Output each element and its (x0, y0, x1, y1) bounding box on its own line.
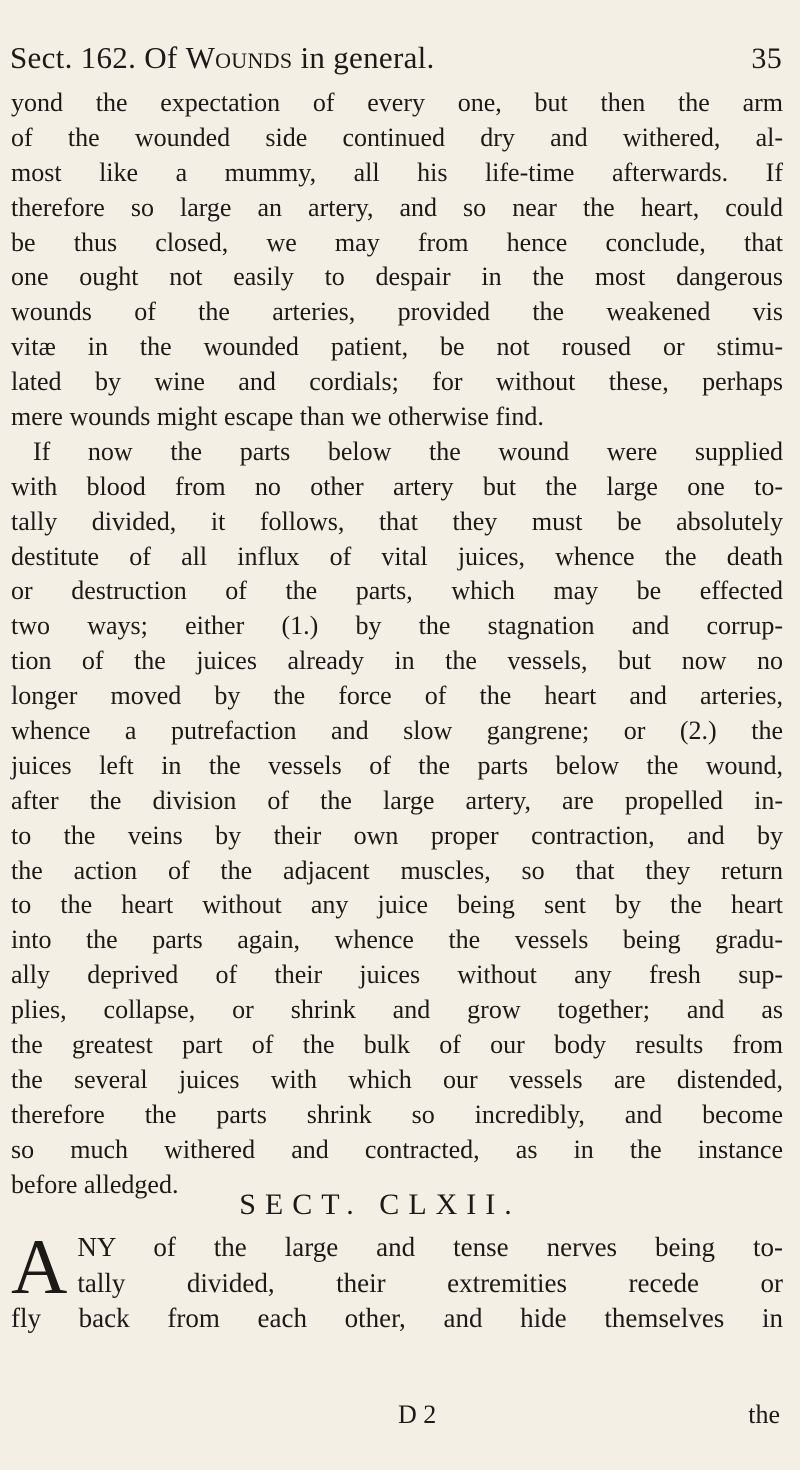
text-line: with blood from no other artery but the large one to- (11, 471, 783, 501)
text-line: the action of the adjacent muscles, so that they return (11, 855, 783, 885)
text-line: into the parts again, whence the vessels being gradu- (11, 925, 783, 955)
text-line: tally divided, it follows, that they must be absolutely (11, 506, 783, 536)
text-line: plies, collapse, or shrink and grow together; and as (11, 995, 783, 1025)
text-line: two ways; either (1.) by the stagnation and corrup- (11, 611, 783, 641)
text-line: fly back from each other, and hide themselves in (11, 1303, 783, 1333)
text-line: therefore so large an artery, and so near the heart, could (11, 192, 783, 222)
text-line: ally deprived of their juices without any fresh sup- (11, 960, 783, 990)
running-header (10, 34, 782, 86)
catchword: the (748, 1400, 780, 1429)
title-of: Of (144, 40, 178, 75)
text-line: after the division of the large artery, are propelled in- (11, 785, 783, 815)
text-line: yond the expectation of every one, but then the arm (11, 88, 783, 117)
text-line: before alledged. (11, 1169, 179, 1199)
text-line: most like a mummy, all his life-time afterwards. If (11, 157, 783, 187)
text-line: the greatest part of the bulk of our body results from (11, 1030, 783, 1060)
text-line: of the wounded side continued dry and withered, al- (11, 122, 783, 152)
paragraph-1 (11, 86, 783, 435)
page-footer (0, 1400, 800, 1440)
section-reference: Sect. 162. (10, 40, 137, 75)
text-line: destitute of all influx of vital juices, whence the death (11, 541, 783, 571)
title-in-general: in general. (300, 40, 435, 75)
text-line: be thus closed, we may from hence conclude, that (11, 227, 783, 257)
text-line: whence a putrefaction and slow gangrene; or (2.) the (11, 716, 783, 746)
section-text (11, 1223, 783, 1337)
text-line: wounds of the arteries, provided the weakened vis (11, 297, 783, 327)
text-line: the several juices with which our vessels are distended, (11, 1064, 783, 1094)
drop-cap: A (11, 1223, 68, 1310)
text-line: vitæ in the wounded patient, be not roused or stimu- (11, 332, 783, 362)
text-line: mere wounds might escape than we otherwise find. (11, 402, 544, 432)
text-line: NY of the large and tense nerves being to- (77, 1232, 783, 1262)
text-line: to the veins by their own proper contraction, and by (11, 820, 783, 850)
text-line: tion of the juices already in the vessels, but now no (11, 646, 783, 676)
page-number: 35 (751, 42, 782, 75)
text-line: longer moved by the force of the heart and arteries, (11, 681, 783, 711)
text-line: to the heart without any juice being sent by the heart (11, 890, 783, 920)
text-line: or destruction of the parts, which may be effected (11, 576, 783, 606)
text-line: one ought not easily to despair in the most dangerous (11, 262, 783, 292)
text-line: lated by wine and cordials; for without these, perhaps (11, 367, 783, 397)
text-line: juices left in the vessels of the parts below the wound, (11, 750, 783, 780)
title-wounds: Wounds (185, 40, 293, 75)
text-line: so much withered and contracted, as in the instance (11, 1134, 783, 1164)
signature-mark: D 2 (398, 1400, 437, 1429)
text-line: therefore the parts shrink so incredibly, and become (11, 1099, 783, 1129)
paragraph-2 (11, 435, 783, 1203)
text-line: tally divided, their extremities recede or (77, 1267, 783, 1298)
running-title (10, 40, 435, 76)
section-heading: SECT. CLXII. (239, 1188, 521, 1221)
text-line: If now the parts below the wound were supplied (33, 436, 783, 466)
main-text (11, 86, 783, 1203)
